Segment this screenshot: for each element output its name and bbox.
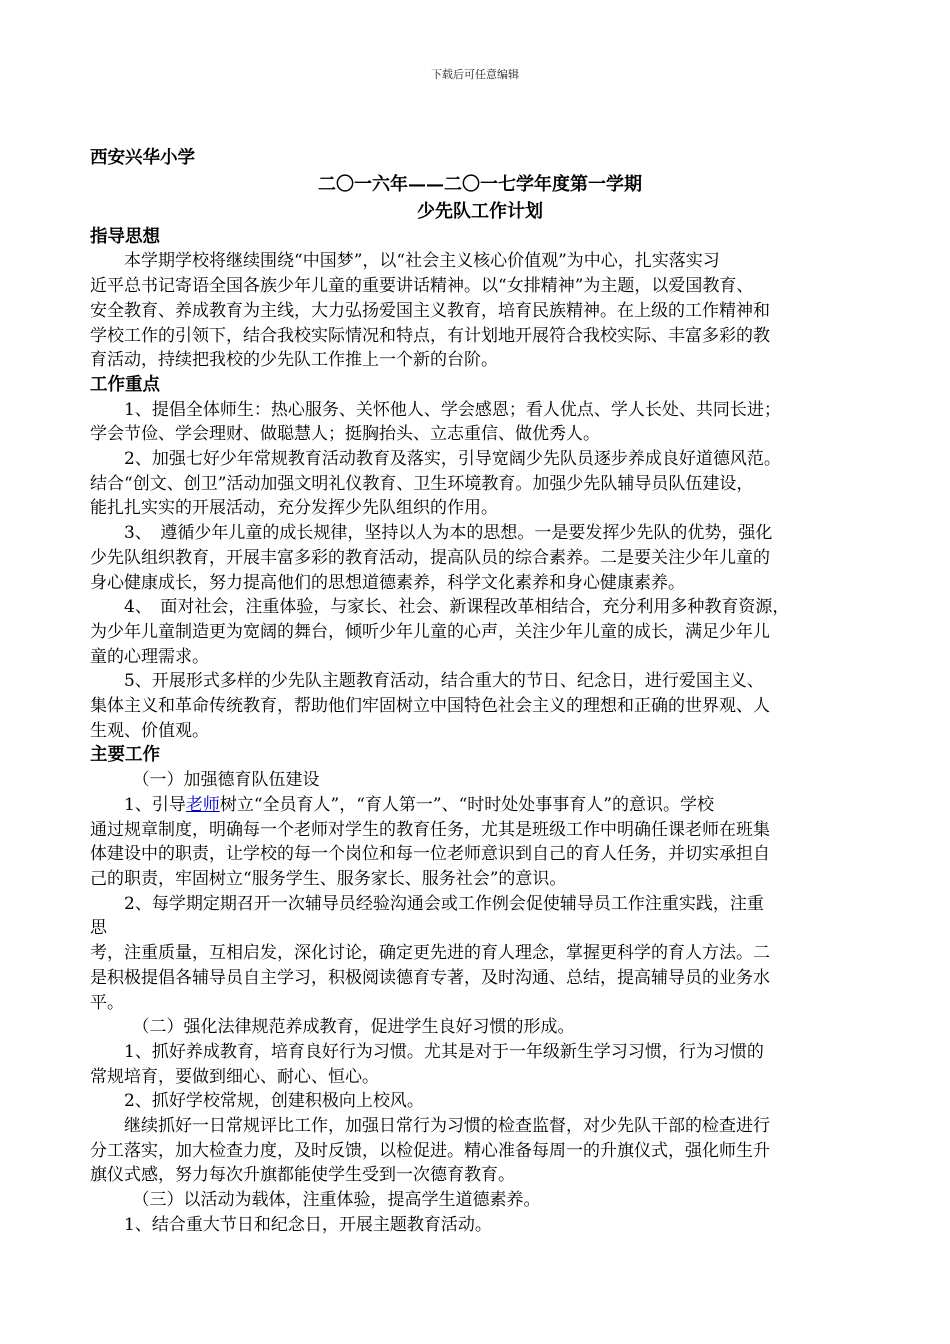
text-line: 安全教育、养成教育为主线，大力弘扬爱国主义教育，培育民族精神。在上级的工作精神和 (90, 300, 770, 321)
text-line: 分工落实，加大检查力度，及时反馈，以检促进。精心准备每周一的升旗仪式，强化师生升 (90, 1140, 770, 1161)
document-body (90, 146, 870, 1238)
page-header-note: 下载后可任意编辑 (431, 68, 519, 81)
text-line: 1、结合重大节日和纪念日，开展主题教育活动。 (90, 1214, 492, 1235)
subsection-heading-3: （三）以活动为载体，注重体验，提高学生道德素养。 (90, 1190, 541, 1211)
text-line: 少先队组织教育，开展丰富多彩的教育活动，提高队员的综合素养。二是要关注少年儿童的 (90, 547, 770, 568)
title-line-1: 二〇一六年——二〇一七学年度第一学期 (318, 173, 642, 195)
text-line: 旗仪式感，努力每次升旗都能使学生受到一次德育教育。 (90, 1165, 515, 1186)
text-line: 思 (90, 918, 107, 939)
text-line: 2、加强七好少年常规教育活动教育及落实，引导宽阔少先队员逐步养成良好道德风范。 (90, 449, 781, 470)
text-line: 平。 (90, 992, 124, 1013)
text-line: 通过规章制度，明确每一个老师对学生的教育任务，尤其是班级工作中明确任课老师在班集 (90, 819, 770, 840)
text-line: 己的职责，牢固树立“服务学生、服务家长、服务社会”的意识。 (90, 868, 567, 889)
text-line: 学校工作的引领下，结合我校实际情况和特点，有计划地开展符合我校实际、丰富多彩的教 (90, 325, 770, 346)
text-line: 是积极提倡各辅导员自主学习，积极阅读德育专著，及时沟通、总结，提高辅导员的业务水 (90, 967, 770, 988)
teacher-link[interactable]: 老师 (185, 794, 220, 815)
text-line: 考，注重质量，互相启发，深化讨论，确定更先进的育人理念，掌握更科学的育人方法。二 (90, 943, 770, 964)
text-line: 结合“创文、创卫”活动加强文明礼仪教育、卫生环境教育。加强少先队辅导员队伍建设， (90, 473, 754, 494)
text-line (90, 793, 870, 818)
text-line: 能扎扎实实的开展活动，充分发挥少先队组织的作用。 (90, 498, 498, 519)
section-heading-main: 主要工作 (90, 745, 160, 766)
text-line: 为少年儿童制造更为宽阔的舞台，倾听少年儿童的心声，关注少年儿童的成长，满足少年儿 (90, 621, 770, 642)
text-line: 集体主义和革命传统教育，帮助他们牢固树立中国特色社会主义的理想和正确的世界观、人 (90, 696, 770, 717)
text-line: 2、抓好学校常规，创建积极向上校风。 (90, 1091, 424, 1112)
text-line: 继续抓好一日常规评比工作，加强日常行为习惯的检查监督，对少先队干部的检查进行 (90, 1116, 770, 1137)
text-line: 学会节俭、学会理财、做聪慧人；挺胸抬头、立志重信、做优秀人。 (90, 424, 600, 445)
title-line-2: 少先队工作计划 (417, 200, 543, 222)
text-line: 本学期学校将继续围绕“中国梦”，以“社会主义核心价值观”为中心，扎实落实习 (90, 251, 720, 272)
subsection-heading-1: （一）加强德育队伍建设 (90, 770, 320, 791)
text-line: 1、抓好养成教育，培育良好行为习惯。尤其是对于一年级新生学习习惯，行为习惯的 (90, 1041, 764, 1062)
subsection-heading-2: （二）强化法律规范养成教育，促进学生良好习惯的形成。 (90, 1017, 575, 1038)
text-fragment: 1、引导 (90, 794, 186, 815)
text-line: 3、 遵循少年儿童的成长规律，坚持以人为本的思想。一是要发挥少先队的优势，强化 (90, 523, 773, 544)
section-heading-guiding: 指导思想 (90, 226, 160, 247)
text-line: 体建设中的职责，让学校的每一个岗位和每一位老师意识到自己的育人任务，并切实承担自 (90, 844, 770, 865)
text-line: 4、 面对社会，注重体验，与家长、社会、新课程改革相结合，充分利用多种教育资源， (90, 597, 790, 618)
text-line: 5、开展形式多样的少先队主题教育活动，结合重大的节日、纪念日，进行爱国主义、 (90, 671, 764, 692)
text-line: 育活动，持续把我校的少先队工作推上一个新的台阶。 (90, 350, 498, 371)
text-line: 童的心理需求。 (90, 646, 209, 667)
text-line: 生观、价值观。 (90, 720, 209, 741)
text-line: 常规培育，要做到细心、耐心、恒心。 (90, 1066, 379, 1087)
text-line: 2、每学期定期召开一次辅导员经验沟通会或工作例会促使辅导员工作注重实践，注重 (90, 893, 764, 914)
section-heading-focus: 工作重点 (90, 374, 160, 395)
school-name: 西安兴华小学 (90, 148, 195, 168)
text-line: 1、提倡全体师生：热心服务、关怀他人、学会感恩；看人优点、学人长处、共同长进； (90, 399, 781, 420)
text-line: 近平总书记寄语全国各族少年儿童的重要讲话精神。以“女排精神”为主题，以爱国教育、 (90, 276, 754, 297)
text-fragment: 树立“全员育人”，“育人第一”、“时时处处事事育人”的意识。学校 (219, 794, 714, 815)
text-line: 身心健康成长，努力提高他们的思想道德素养，科学文化素养和身心健康素养。 (90, 572, 685, 593)
